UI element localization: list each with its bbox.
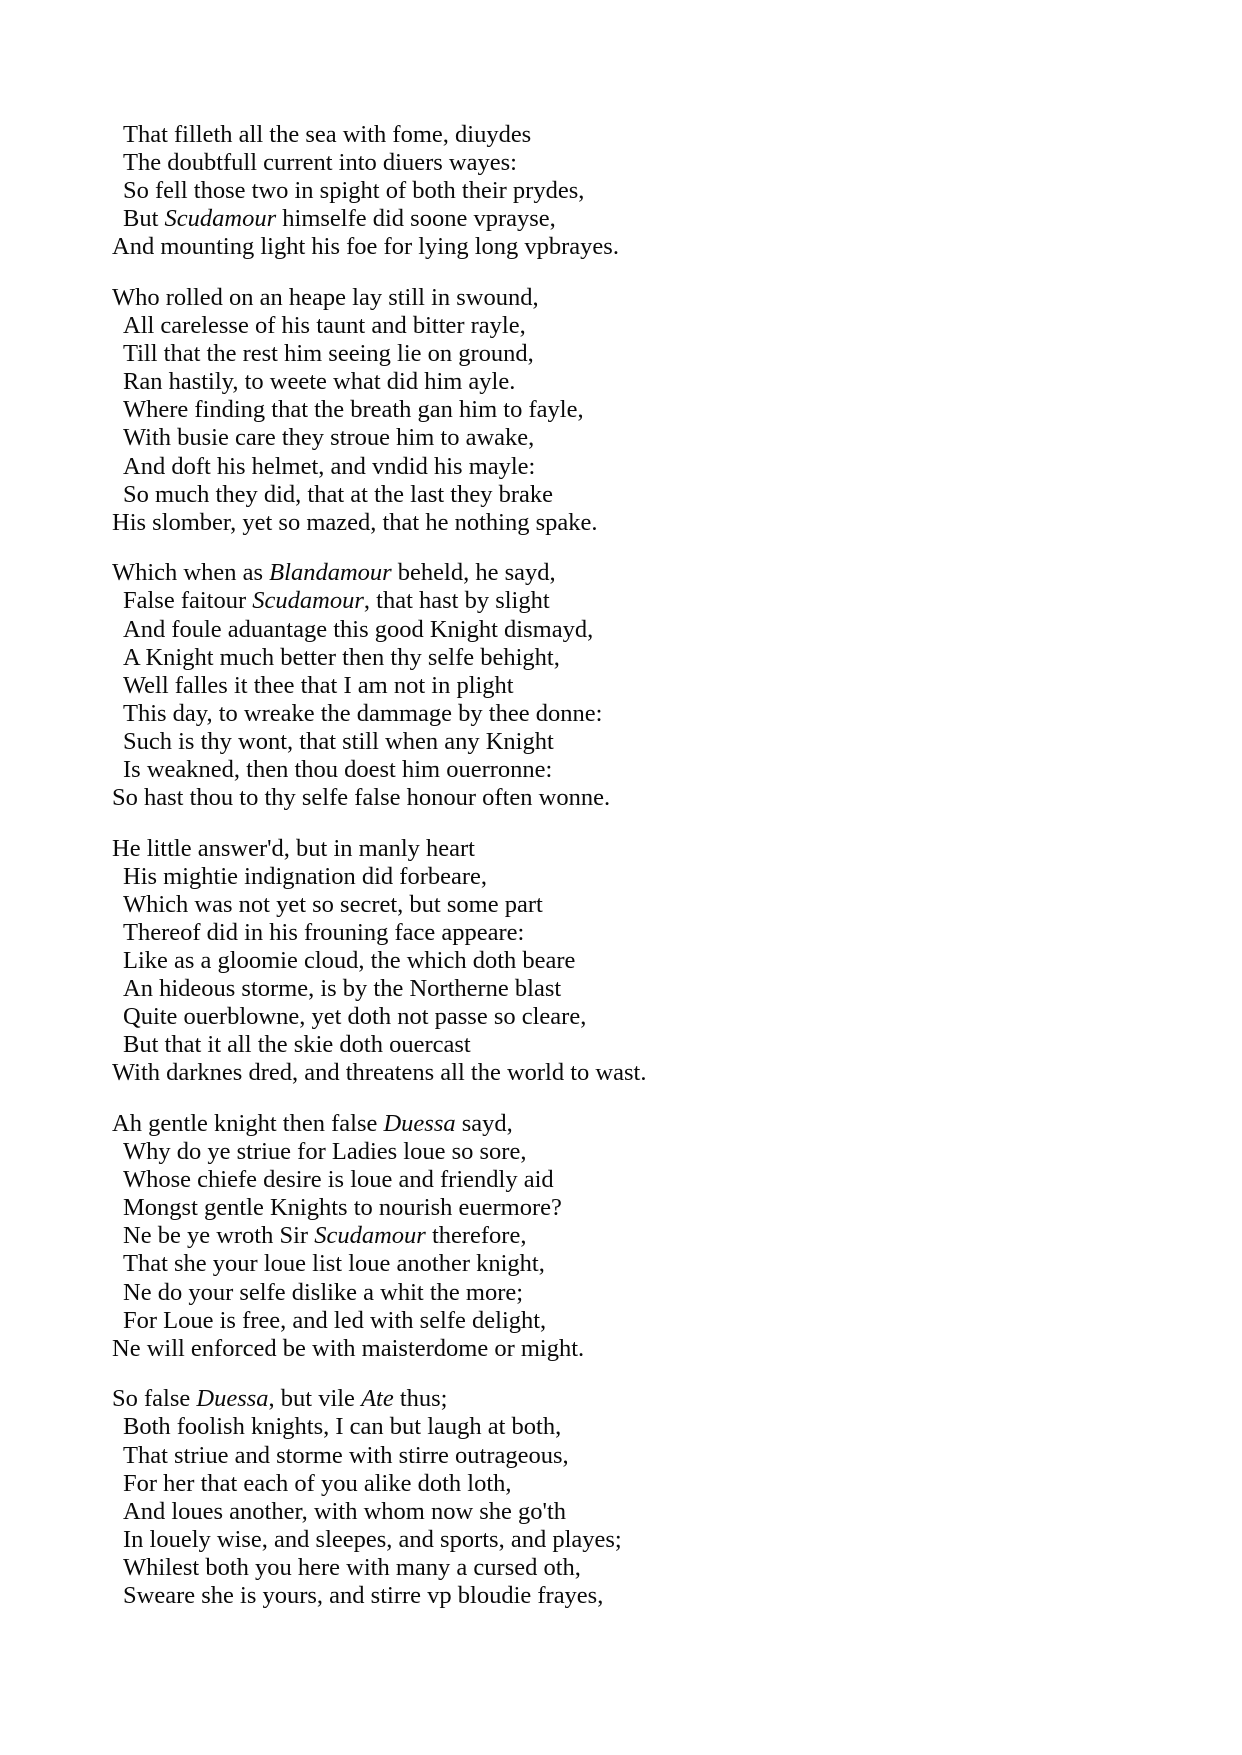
poem-line [112, 1110, 872, 1138]
poem-line [112, 756, 872, 784]
line-text: Is weakned, then thou doest him ouerronne: [123, 755, 553, 783]
line-text: So hast thou to thy selfe false honour often wonne. [112, 784, 611, 812]
line-text: But that it all the skie doth ouercast [123, 1031, 471, 1059]
stanza [112, 1110, 872, 1363]
poem-line [112, 177, 872, 205]
poem-line [112, 1222, 872, 1250]
poem-line [112, 1385, 872, 1413]
italic-name: Scudamour [164, 205, 277, 233]
line-text: And mounting light his foe for lying long vpbrayes. [112, 233, 619, 261]
italic-name: Scudamour [314, 1222, 426, 1250]
poem-line [112, 1003, 872, 1031]
line-text: And foule aduantage this good Knight dismayd, [123, 615, 594, 643]
line-text: Like as a gloomie cloud, the which doth beare [123, 947, 576, 975]
line-text: himselfe did soone vprayse, [276, 205, 556, 233]
poem-line [112, 1031, 872, 1059]
line-text: , but vile [268, 1385, 362, 1413]
line-text: With busie care they stroue him to awake, [123, 424, 535, 452]
line-text: But [123, 205, 165, 233]
poem-line [112, 863, 872, 891]
poem-line [112, 672, 872, 700]
line-text: Ne will enforced be with maisterdome or might. [112, 1334, 585, 1362]
line-text: A Knight much better then thy selfe behight, [123, 643, 560, 671]
poem-line [112, 587, 872, 615]
poem-line [112, 453, 872, 481]
line-text: thus; [393, 1385, 448, 1413]
poem-body [112, 121, 872, 1633]
italic-name: Blandamour [269, 559, 392, 587]
poem-line [112, 312, 872, 340]
poem-line [112, 1335, 872, 1363]
stanza [112, 559, 872, 812]
poem-line [112, 700, 872, 728]
line-text: Which when as [112, 559, 270, 587]
line-text: Ah gentle knight then false [112, 1110, 384, 1137]
line-text: Such is thy wont, that still when any Knight [123, 727, 554, 755]
poem-line [112, 149, 872, 177]
line-text: Till that the rest him seeing lie on ground, [123, 340, 534, 368]
line-text: Well falles it thee that I am not in plight [123, 671, 514, 699]
italic-name: Ate [361, 1385, 394, 1413]
line-text: therefore, [425, 1222, 527, 1250]
poem-line [112, 784, 872, 812]
poem-line [112, 1194, 872, 1222]
poem-line [112, 233, 872, 261]
stanza [112, 284, 872, 537]
poem-line [112, 891, 872, 919]
line-text: Ne do your selfe dislike a whit the more; [123, 1278, 524, 1306]
poem-line [112, 368, 872, 396]
line-text: This day, to wreake the dammage by thee donne: [123, 699, 603, 727]
poem-line [112, 1307, 872, 1335]
poem-line [112, 340, 872, 368]
poem-line [112, 205, 872, 233]
line-text: For Loue is free, and led with selfe delight, [123, 1306, 547, 1334]
stanza [112, 1385, 872, 1610]
poem-line [112, 1442, 872, 1470]
poem-line [112, 919, 872, 947]
italic-name: Duessa [383, 1110, 456, 1137]
poem-line [112, 481, 872, 509]
poem-line [112, 835, 872, 863]
line-text: sayd, [455, 1110, 513, 1137]
poem-line [112, 509, 872, 537]
line-text: Both foolish knights, I can but laugh at both, [123, 1413, 562, 1441]
poem-line [112, 644, 872, 672]
poem-line [112, 424, 872, 452]
line-text: Ne be ye wroth Sir [123, 1222, 315, 1250]
line-text: So fell those two in spight of both their prydes, [123, 177, 585, 205]
poem-line [112, 1413, 872, 1441]
italic-name: Scudamour [252, 587, 364, 615]
line-text: , that hast by slight [363, 587, 550, 615]
line-text: So false [112, 1385, 197, 1413]
line-text: An hideous storme, is by the Northerne blast [123, 975, 562, 1003]
line-text: That striue and storme with stirre outrageous, [123, 1441, 569, 1469]
line-text: Quite ouerblowne, yet doth not passe so cleare, [123, 1003, 587, 1031]
poem-line [112, 1526, 872, 1554]
italic-name: Duessa [196, 1385, 269, 1413]
line-text: Who rolled on an heape lay still in swound, [112, 283, 539, 311]
line-text: That she your loue list loue another knight, [123, 1250, 545, 1278]
poem-line [112, 1250, 872, 1278]
poem-line [112, 728, 872, 756]
poem-line [112, 1470, 872, 1498]
poem-line [112, 1138, 872, 1166]
poem-line [112, 284, 872, 312]
line-text: His mightie indignation did forbeare, [123, 862, 488, 890]
poem-line [112, 1166, 872, 1194]
poem-line [112, 1279, 872, 1307]
line-text: Why do ye striue for Ladies loue so sore, [123, 1138, 527, 1166]
poem-line [112, 559, 872, 587]
line-text: False faitour [123, 587, 253, 615]
line-text: In louely wise, and sleepes, and sports, and playes; [123, 1525, 622, 1553]
line-text: Which was not yet so secret, but some part [123, 890, 543, 918]
poem-line [112, 616, 872, 644]
line-text: Where finding that the breath gan him to fayle, [123, 396, 584, 424]
line-text: And doft his helmet, and vndid his mayle: [123, 452, 536, 480]
line-text: Whose chiefe desire is loue and friendly aid [123, 1166, 554, 1194]
poem-line [112, 1582, 872, 1610]
poem-line [112, 1059, 872, 1087]
line-text: Thereof did in his frouning face appeare: [123, 918, 525, 946]
poem-line [112, 1498, 872, 1526]
line-text: Ran hastily, to weete what did him ayle. [123, 368, 516, 396]
line-text: For her that each of you alike doth loth, [123, 1469, 512, 1497]
line-text: Whilest both you here with many a cursed oth, [123, 1553, 581, 1581]
line-text: That filleth all the sea with fome, diuydes [123, 121, 532, 148]
stanza [112, 835, 872, 1088]
line-text: All carelesse of his taunt and bitter rayle, [123, 312, 526, 340]
poem-line [112, 975, 872, 1003]
line-text: Sweare she is yours, and stirre vp bloudie frayes, [123, 1582, 604, 1609]
line-text: So much they did, that at the last they brake [123, 480, 554, 508]
line-text: The doubtfull current into diuers wayes: [123, 149, 517, 177]
poem-line [112, 1554, 872, 1582]
line-text: With darknes dred, and threatens all the world to wast. [112, 1059, 647, 1087]
line-text: Mongst gentle Knights to nourish euermore? [123, 1194, 562, 1222]
line-text: And loues another, with whom now she go'th [123, 1497, 567, 1525]
poem-line [112, 121, 872, 149]
poem-line [112, 396, 872, 424]
line-text: He little answer'd, but in manly heart [112, 834, 475, 862]
poem-line [112, 947, 872, 975]
stanza [112, 121, 872, 261]
line-text: beheld, he sayd, [391, 559, 556, 587]
line-text: His slomber, yet so mazed, that he nothing spake. [112, 508, 598, 536]
